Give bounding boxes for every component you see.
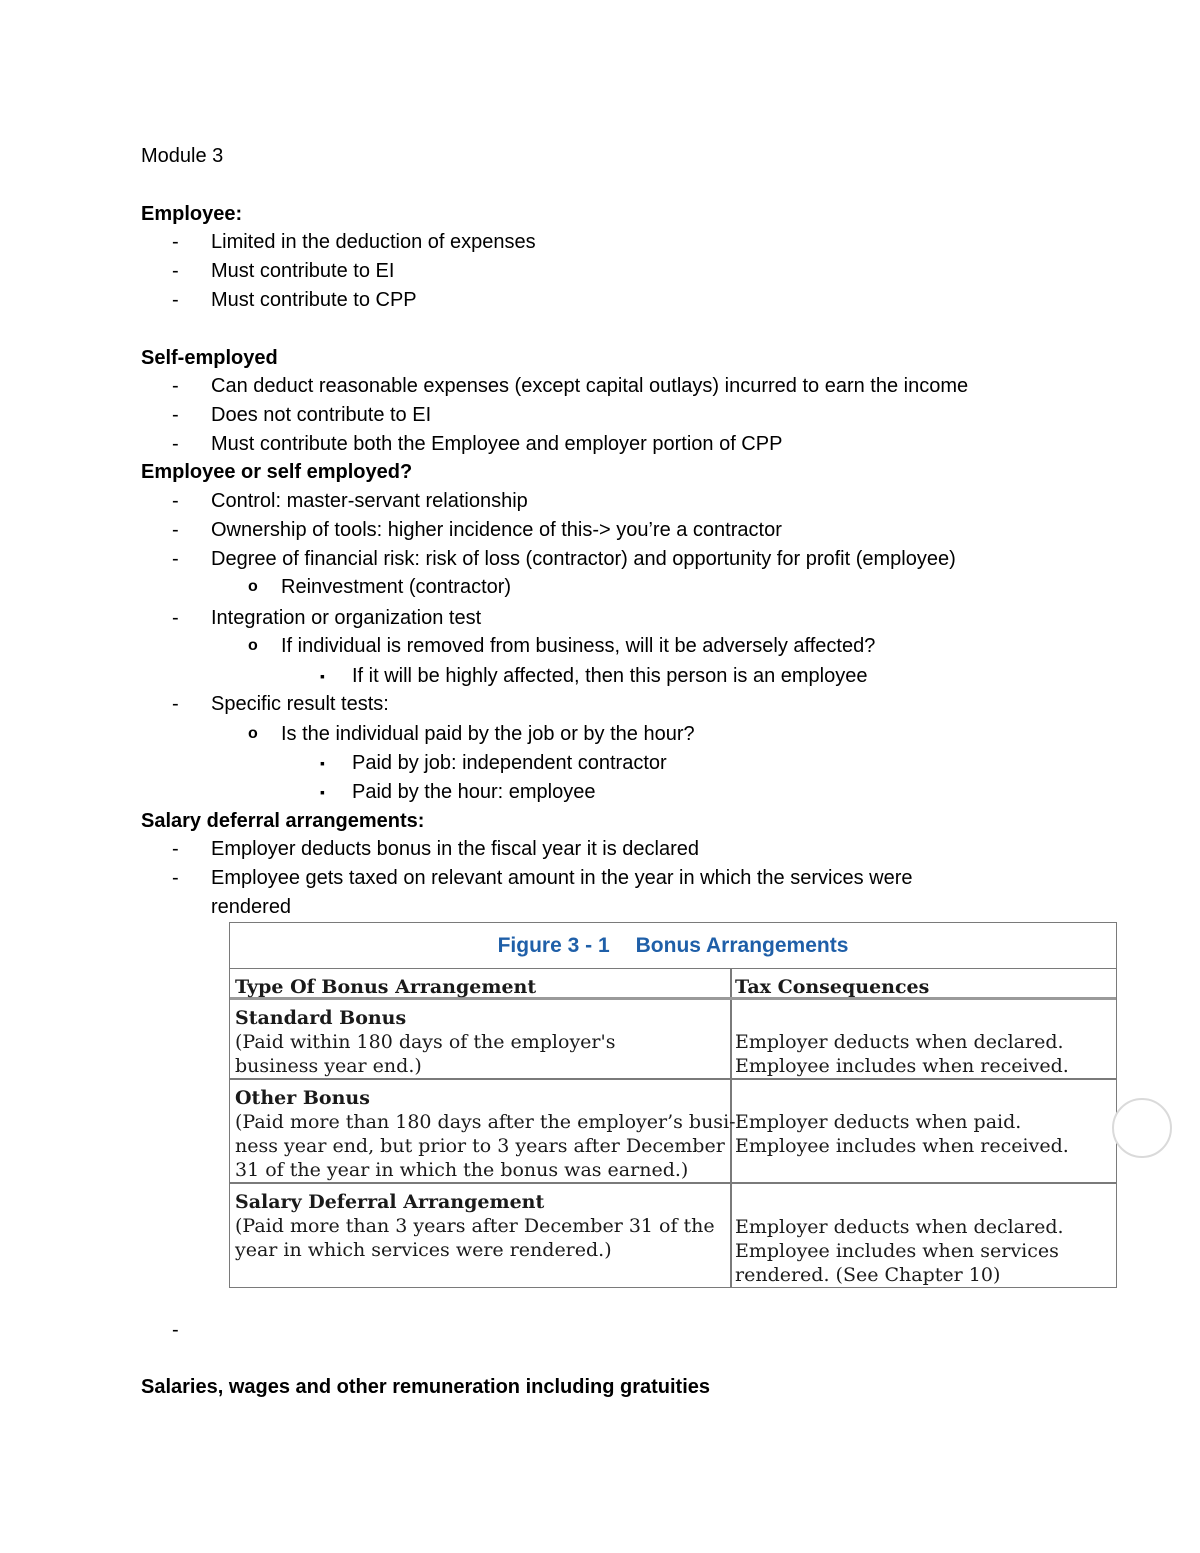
bonus-desc-line: ness year end, but prior to 3 years after December [235, 1135, 725, 1157]
dash-bullet: - [172, 289, 179, 311]
employee-item-2: Must contribute to EI [211, 260, 395, 282]
bonus-name: Other Bonus [235, 1087, 370, 1109]
column-header-tax: Tax Consequences [735, 976, 930, 998]
square-bullet: ▪ [320, 755, 325, 771]
table-row-standard-bonus-type [235, 1006, 615, 1078]
dash-bullet: - [172, 548, 179, 570]
row-divider [230, 1182, 1116, 1184]
salary-deferral-item-2-line-1: Employee gets taxed on relevant amount in the year in which the services were [211, 867, 913, 889]
salary-deferral-heading: Salary deferral arrangements: [141, 810, 425, 832]
test-paid-hour: Paid by the hour: employee [352, 781, 596, 803]
test-risk: Degree of financial risk: risk of loss (contractor) and opportunity for profit (employee) [211, 548, 956, 570]
dash-bullet: - [172, 490, 179, 512]
dash-bullet: - [172, 404, 179, 426]
dash-bullet: - [172, 838, 179, 860]
test-integration: Integration or organization test [211, 607, 482, 629]
dash-bullet: - [172, 375, 179, 397]
bonus-arrangements-figure [229, 922, 1117, 1288]
bonus-desc-line: year in which services were rendered.) [235, 1239, 612, 1261]
figure-caption: Bonus Arrangements [635, 934, 849, 957]
dash-bullet: - [172, 433, 179, 455]
employee-item-3: Must contribute to CPP [211, 289, 417, 311]
dash-bullet-empty: - [172, 1319, 179, 1341]
self-employed-heading: Self-employed [141, 347, 278, 369]
tax-line: rendered. (See Chapter 10) [735, 1264, 1001, 1286]
salary-deferral-item-2-line-2: rendered [211, 896, 292, 918]
test-paid-job: Paid by job: independent contractor [352, 752, 667, 774]
employee-heading: Employee: [141, 203, 243, 225]
dash-bullet: - [172, 260, 179, 282]
circle-bullet: o [248, 725, 258, 742]
figure-number: Figure 3 - 1 [497, 934, 610, 957]
salary-deferral-item-1: Employer deducts bonus in the fiscal year it is declared [211, 838, 700, 860]
test-tools: Ownership of tools: higher incidence of this-> you’re a contractor [211, 519, 782, 541]
self-employed-item-3: Must contribute both the Employee and employer portion of CPP [211, 433, 783, 455]
test-paid-question: Is the individual paid by the job or by the hour? [281, 723, 695, 745]
table-row-other-bonus-type [235, 1086, 736, 1182]
bonus-desc-line: (Paid within 180 days of the employer's [235, 1031, 616, 1053]
test-removed: If individual is removed from business, will it be adversely affected? [281, 635, 876, 657]
bonus-desc-line: 31 of the year in which the bonus was earned.) [235, 1159, 689, 1181]
square-bullet: ▪ [320, 668, 325, 684]
figure-title [230, 923, 1116, 969]
test-heading: Employee or self employed? [141, 461, 413, 483]
self-employed-item-1: Can deduct reasonable expenses (except capital outlays) incurred to earn the income [211, 375, 969, 397]
circle-bullet: o [248, 637, 258, 654]
module-title: Module 3 [141, 145, 224, 167]
dash-bullet: - [172, 693, 179, 715]
bonus-desc-line: (Paid more than 3 years after December 31 of the [235, 1215, 715, 1237]
bonus-desc-line: business year end.) [235, 1055, 422, 1077]
salaries-heading: Salaries, wages and other remuneration including gratuities [141, 1376, 711, 1398]
tax-line: Employee includes when received. [735, 1135, 1069, 1157]
bonus-name: Salary Deferral Arrangement [235, 1191, 545, 1213]
tax-line: Employer deducts when declared. [735, 1216, 1064, 1238]
tax-line: Employee includes when received. [735, 1055, 1069, 1077]
column-header-type: Type Of Bonus Arrangement [235, 976, 537, 998]
bonus-desc-line: (Paid more than 180 days after the employer’s busi- [235, 1111, 736, 1133]
tax-line: Employee includes when services [735, 1240, 1059, 1262]
dash-bullet: - [172, 867, 179, 889]
dash-bullet: - [172, 231, 179, 253]
square-bullet: ▪ [320, 784, 325, 800]
test-reinvestment: Reinvestment (contractor) [281, 576, 512, 598]
circle-bullet: o [248, 578, 258, 595]
test-specific: Specific result tests: [211, 693, 389, 715]
bonus-name: Standard Bonus [235, 1007, 407, 1029]
tax-line: Employer deducts when declared. [735, 1031, 1064, 1053]
row-divider [230, 1078, 1116, 1080]
employee-item-1: Limited in the deduction of expenses [211, 231, 536, 253]
self-employed-item-2: Does not contribute to EI [211, 404, 432, 426]
tax-line: Employer deducts when paid. [735, 1111, 1022, 1133]
table-row-other-bonus-tax [735, 1110, 1069, 1158]
dash-bullet: - [172, 519, 179, 541]
floating-scroll-handle[interactable] [1112, 1098, 1172, 1158]
table-row-salary-deferral-tax [735, 1215, 1064, 1287]
test-control: Control: master-servant relationship [211, 490, 528, 512]
table-row-salary-deferral-type [235, 1190, 715, 1262]
dash-bullet: - [172, 607, 179, 629]
test-affected: If it will be highly affected, then this person is an employee [352, 665, 868, 687]
table-row-standard-bonus-tax [735, 1030, 1069, 1078]
